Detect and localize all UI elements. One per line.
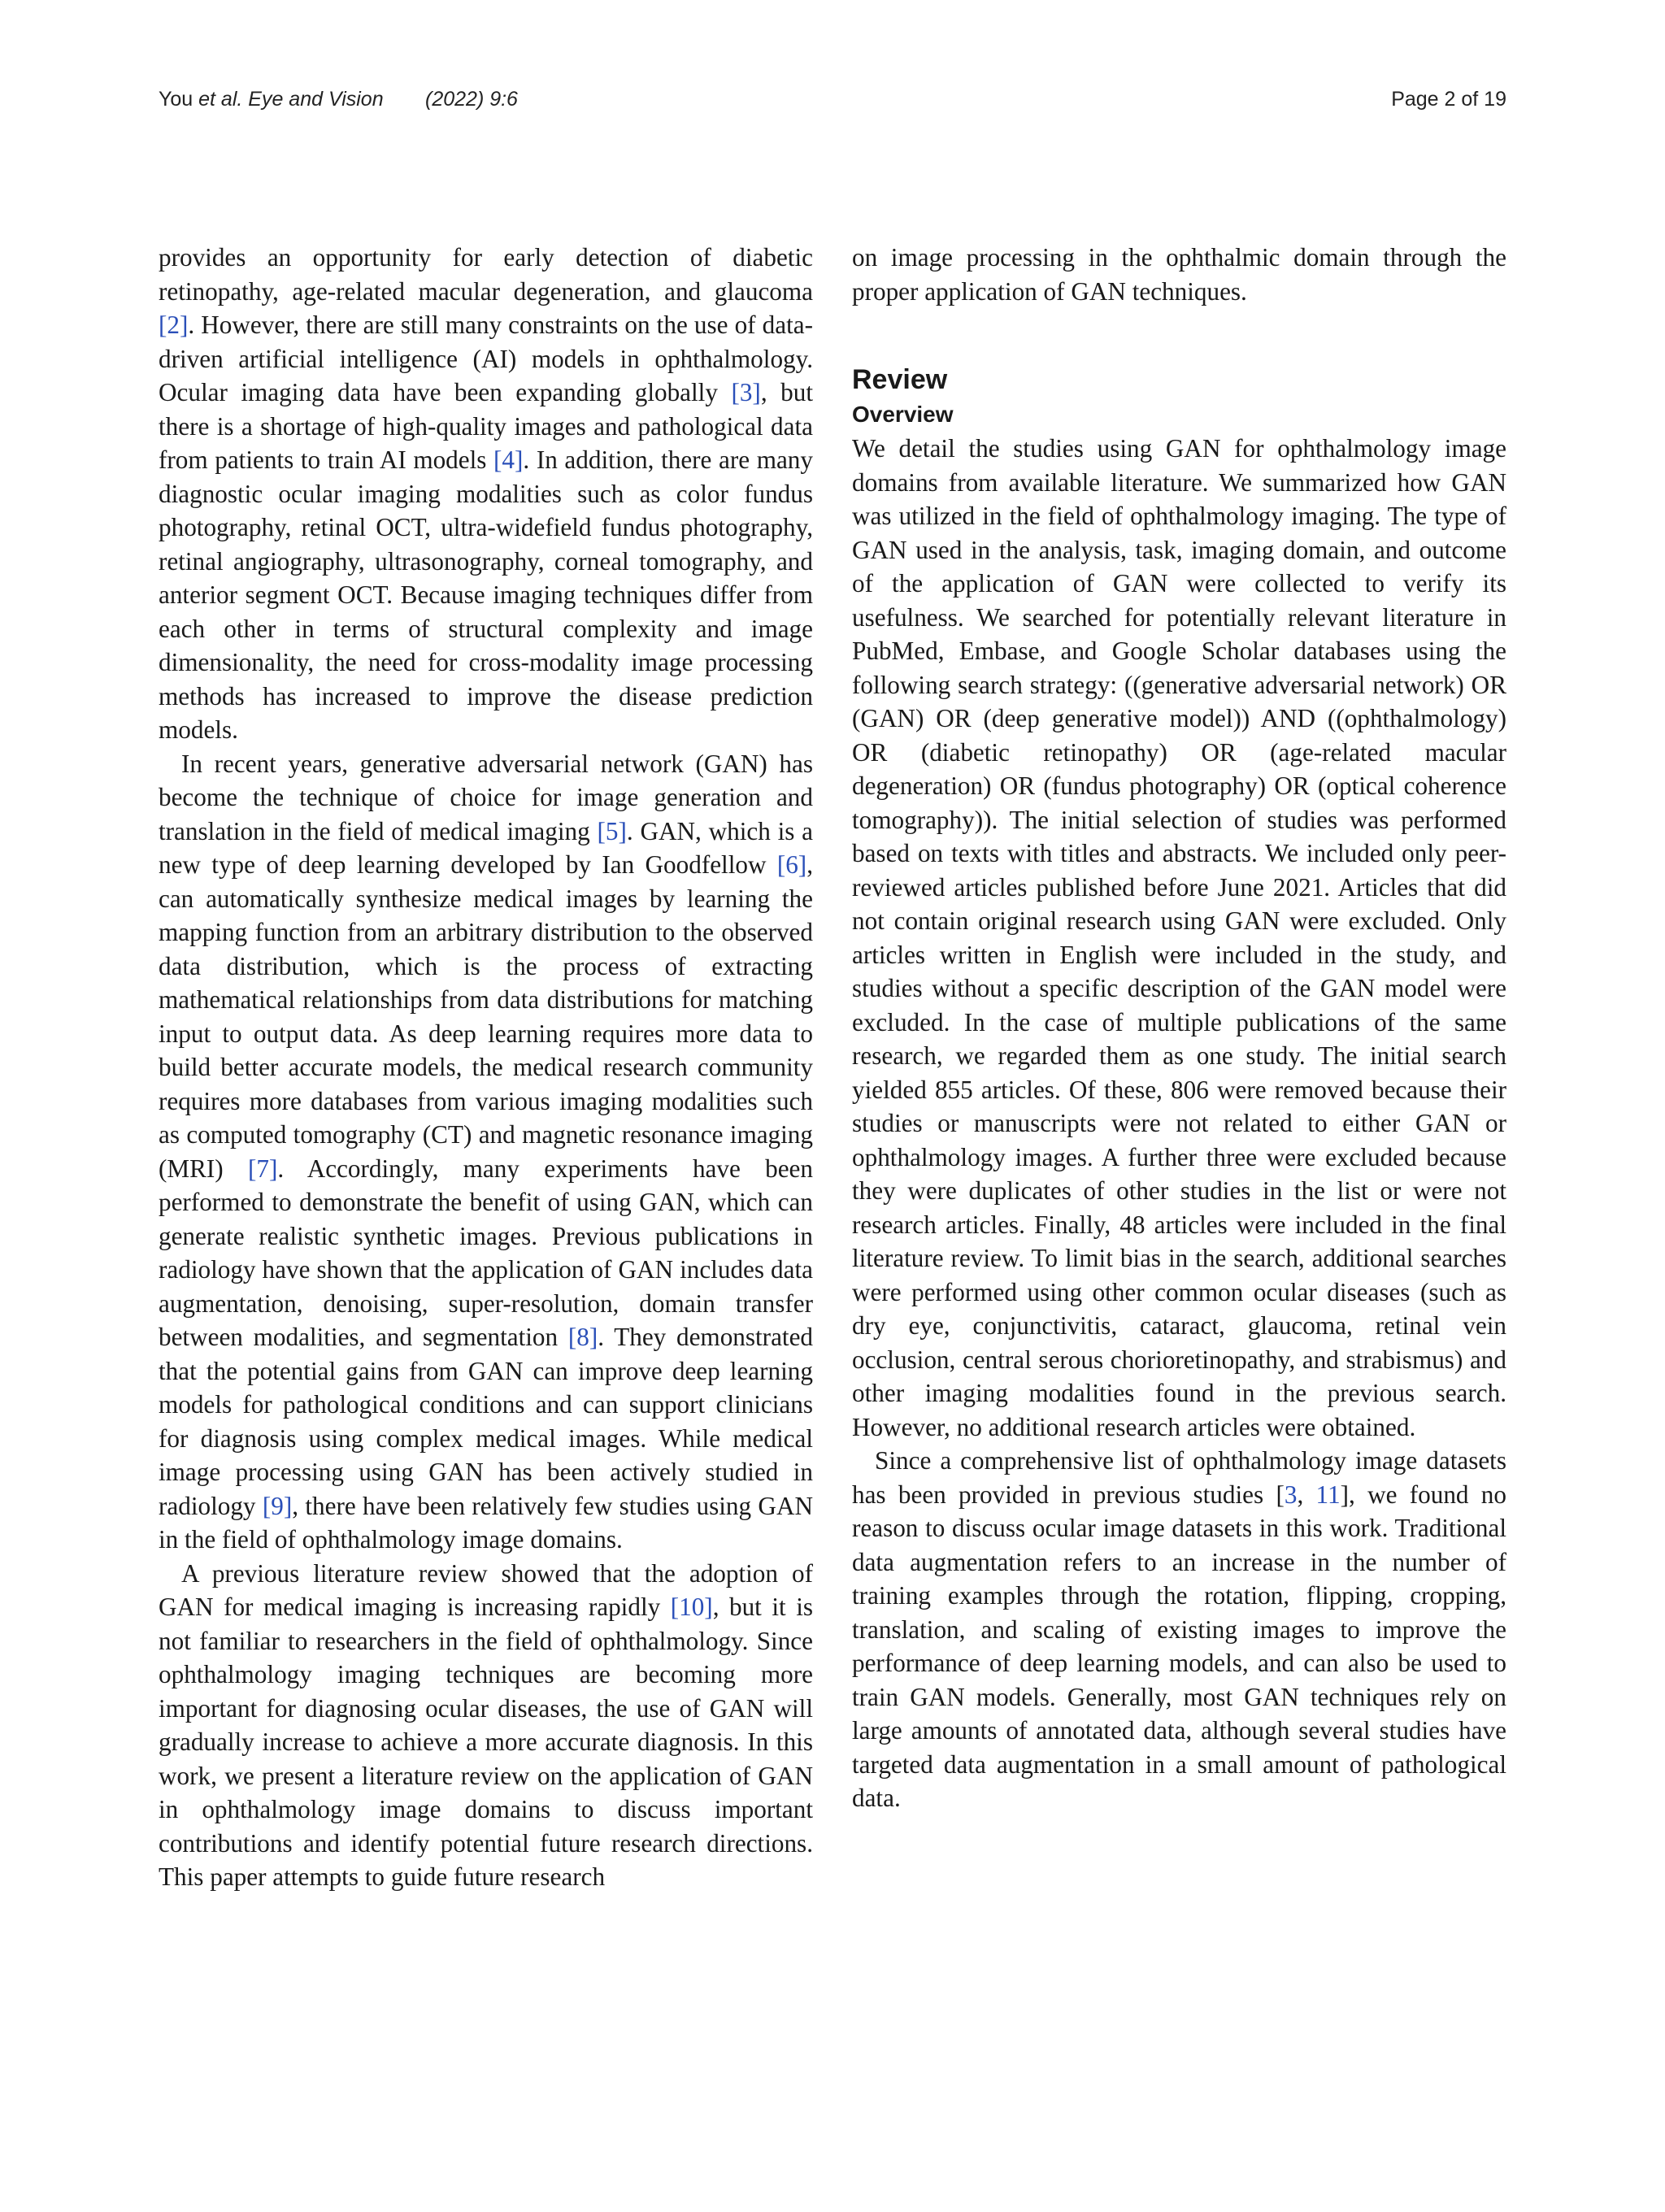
citation-link[interactable]: [7]: [247, 1154, 278, 1183]
page-number: Page 2 of 19: [1391, 88, 1506, 111]
citation-link[interactable]: [10]: [670, 1593, 713, 1621]
citation-link[interactable]: [4]: [493, 445, 524, 474]
citation-link[interactable]: [5]: [597, 816, 627, 845]
paragraph: A previous literature review showed that the adoption of GAN for medical imaging is increasing rapidly [10], but it is not familiar to researchers in the field of ophthalmology. Since ophthalmology imaging techniques are becoming more important for diagnosing ocular diseases, the use of GAN will gradually increase to achieve a more accurate diagnosis. In this work, we present a literature review on the application of GAN in ophthalmology image domains to discuss important contributions and identify potential future research directions. This paper attempts to guide future research: [159, 1558, 813, 1891]
citation-link[interactable]: [6]: [776, 850, 807, 879]
paragraph: Since a comprehensive list of ophthalmology image datasets has been provided in previous studies [3, 11], we found no reason to discuss ocular image datasets in this work. Traditional data augmentation refers to an increase in the number of training examples through the rotation, flipping, cropping, translation, and scaling of existing images to improve the performance of deep learning models, and can also be used to train GAN models. Generally, most GAN techniques rely on large amounts of annotated data, although several studies have targeted data augmentation in a small amount of pathological data.: [852, 1446, 1506, 1812]
citation-link[interactable]: [8]: [567, 1323, 598, 1351]
citation-link[interactable]: [2]: [159, 311, 189, 339]
citation-link[interactable]: 11: [1315, 1480, 1341, 1509]
left-column: [159, 241, 813, 1894]
paragraph: provides an opportunity for early detection of diabetic retinopathy, age-related macular degeneration, and glaucoma [2]. However, there are still many constraints on the use of data-driven artificial intelligence (AI) models in ophthalmology. Ocular imaging data have been expanding globally [3], but there is a shortage of high-quality images and pathological data from patients to train AI models [4]. In addition, there are many diagnostic ocular imaging modalities such as color fundus photography, retinal OCT, ultra-widefield fundus photography, retinal angiography, ultrasonography, corneal tomography, and anterior segment OCT. Because imaging techniques differ from each other in terms of structural complexity and image dimensionality, the need for cross-modality image processing methods has increased to improve the disease prediction models.: [159, 243, 813, 744]
paragraph: We detail the studies using GAN for ophthalmology image domains from available literature. We summarized how GAN was utilized in the field of ophthalmology imaging. The type of GAN used in the analysis, task, imaging domain, and outcome of the application of GAN were collected to verify its usefulness. We searched for potentially relevant literature in PubMed, Embase, and Google Scholar databases using the following search strategy: ((generative adversarial network) OR (GAN) OR (deep generative model)) AND ((ophthalmology) OR (diabetic retinopathy) OR (age-related macular degeneration) OR (fundus photography) OR (optical coherence tomography)). The initial selection of studies was performed based on texts with titles and abstracts. We included only peer-reviewed articles published before June 2021. Articles that did not contain original research using GAN were excluded. Only articles written in English were included in the study, and studies without a specific description of the GAN model were excluded. In the case of multiple publications of the same research, we regarded them as one study. The initial search yielded 855 articles. Of these, 806 were removed because their studies or manuscripts were not related to either GAN or ophthalmology images. A further three were excluded because they were duplicates of other studies in the list or were not research articles. Finally, 48 articles were included in the final literature review. To limit bias in the search, additional searches were performed using other common ocular diseases (such as dry eye, conjunctivitis, cataract, glaucoma, retinal vein occlusion, central serous chorioretinopathy, and strabismus) and other imaging modalities found in the previous search. However, no additional research articles were obtained.: [852, 434, 1506, 1441]
section-heading: Review: [852, 364, 948, 395]
paragraph: on image processing in the ophthalmic domain through the proper application of GAN techniques.: [852, 243, 1506, 306]
citation-link[interactable]: 3: [1284, 1480, 1298, 1509]
citation-link[interactable]: [3]: [731, 378, 761, 406]
running-head-citation: (2022) 9:6: [425, 88, 518, 111]
right-column: [852, 241, 1506, 1815]
subsection-heading: Overview: [852, 402, 954, 427]
running-head-authors: You et al. Eye and Vision: [159, 88, 384, 111]
paragraph: In recent years, generative adversarial network (GAN) has become the technique of choice for image generation and translation in the field of medical imaging [5]. GAN, which is a new type of deep learning developed by Ian Goodfellow [6], can automatically synthesize medical images by learning the mapping function from an arbitrary distribution to the observed data distribution, which is the process of extracting mathematical relationships from data distributions for matching input to output data. As deep learning requires more data to build better accurate models, the medical research community requires more databases from various imaging modalities such as computed tomography (CT) and magnetic resonance imaging (MRI) [7]. Accordingly, many experiments have been performed to demonstrate the benefit of using GAN, which can generate realistic synthetic images. Previous publications in radiology have shown that the application of GAN includes data augmentation, denoising, super-resolution, domain transfer between modalities, and segmentation [8]. They demonstrated that the potential gains from GAN can improve deep learning models for pathological conditions and can support clinicians for diagnosis using complex medical images. While medical image processing using GAN has been actively studied in radiology [9], there have been relatively few studies using GAN in the field of ophthalmology image domains.: [159, 749, 814, 1554]
citation-link[interactable]: [9]: [262, 1491, 293, 1520]
running-head: [159, 88, 1506, 120]
